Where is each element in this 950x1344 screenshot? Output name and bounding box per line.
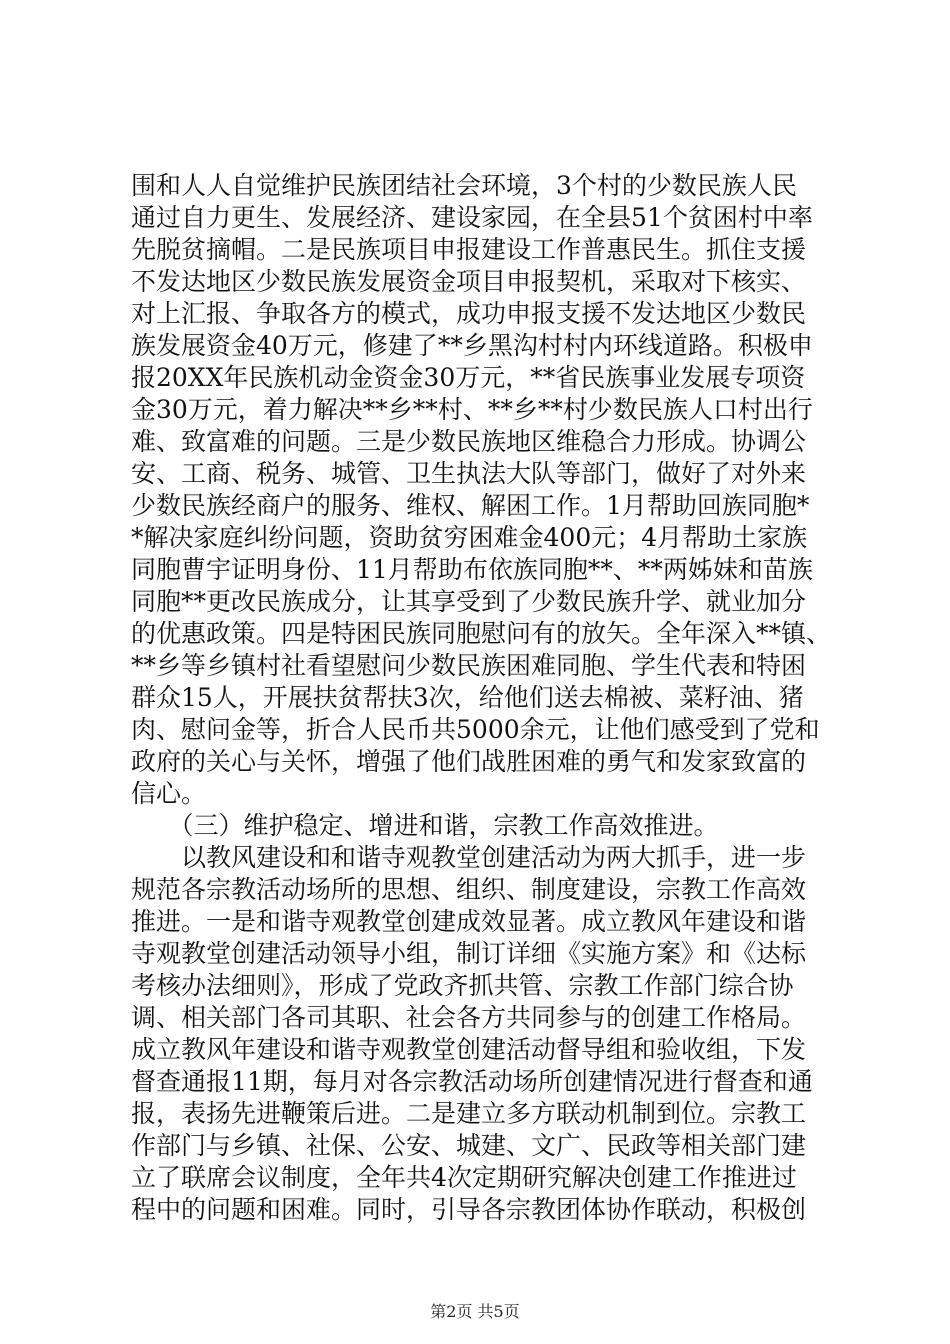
text-line: 对上汇报、争取各方的模式，成功申报支援不发达地区少数民 <box>131 299 807 328</box>
text-line: 安、工商、税务、城管、卫生执法大队等部门，做好了对外来 <box>131 459 807 488</box>
body-text <box>131 170 831 1226</box>
text-line: 围和人人自觉维护民族团结社会环境，3个村的少数民族人民 <box>131 171 797 200</box>
text-line: 成立教风年建设和谐寺观教堂创建活动督导组和验收组，下发 <box>131 1035 807 1064</box>
text-line: 不发达地区少数民族发展资金项目申报契机，采取对下核实、 <box>131 267 807 296</box>
text-line: 难、致富难的问题。三是少数民族地区维稳合力形成。协调公 <box>131 427 807 456</box>
text-line: 寺观教堂创建活动领导小组，制订详细《实施方案》和《达标 <box>131 939 807 968</box>
text-line: 报20XX年民族机动金资金30万元，**省民族事业发展专项资 <box>131 363 806 392</box>
text-line: 规范各宗教活动场所的思想、组织、制度建设，宗教工作高效 <box>131 875 807 904</box>
text-line: 先脱贫摘帽。二是民族项目申报建设工作普惠民生。抓住支援 <box>131 235 807 264</box>
text-line: 金30万元，着力解决**乡**村、**乡**村少数民族人口村出行 <box>131 395 813 424</box>
text-line: 作部门与乡镇、社保、公安、城建、文广、民政等相关部门建 <box>131 1131 807 1160</box>
text-line: 推进。一是和谐寺观教堂创建成效显著。成立教风年建设和谐 <box>131 907 807 936</box>
text-line: 调、相关部门各司其职、社会各方共同参与的创建工作格局。 <box>131 1003 807 1032</box>
text-line: 督查通报11期，每月对各宗教活动场所创建情况进行督查和通 <box>131 1067 813 1096</box>
text-line: 族发展资金40万元，修建了**乡黑沟村村内环线道路。积极申 <box>131 331 813 360</box>
text-line: 同胞曹宇证明身份、11月帮助布依族同胞**、**两姊妹和苗族 <box>131 555 813 584</box>
page-footer: 第2页 共5页 <box>430 1302 520 1321</box>
text-line: *解决家庭纠纷问题，资助贫穷困难金400元；4月帮助土家族 <box>131 523 808 552</box>
text-line: 肉、慰问金等，折合人民币共5000余元，让他们感受到了党和 <box>131 715 820 744</box>
text-line: 程中的问题和困难。同时，引导各宗教团体协作联动，积极创 <box>131 1195 807 1224</box>
text-line: 群众15人，开展扶贫帮扶3次，给他们送去棉被、菜籽油、猪 <box>131 683 804 712</box>
text-line: 考核办法细则》，形成了党政齐抓共管、宗教工作部门综合协 <box>131 971 794 1000</box>
text-line: 以教风建设和和谐寺观教堂创建活动为两大抓手，进一步 <box>131 843 807 872</box>
text-line: 信心。 <box>131 779 207 808</box>
text-line: （三）维护稳定、增进和谐，宗教工作高效推进。 <box>131 811 719 840</box>
text-line: 报，表扬先进鞭策后进。二是建立多方联动机制到位。宗教工 <box>131 1099 807 1128</box>
text-line: 立了联席会议制度，全年共4次定期研究解决创建工作推进过 <box>131 1163 797 1192</box>
text-line: 少数民族经商户的服务、维权、解困工作。1月帮助回族同胞* <box>131 491 810 520</box>
text-line: 通过自力更生、发展经济、建设家园，在全县51个贫困村中率 <box>131 203 813 232</box>
text-line: 的优惠政策。四是特困民族同胞慰问有的放矢。全年深入**镇、 <box>131 619 832 648</box>
text-line: 政府的关心与关怀，增强了他们战胜困难的勇气和发家致富的 <box>131 747 807 776</box>
text-line: **乡等乡镇村社看望慰问少数民族困难同胞、学生代表和特困 <box>131 651 807 680</box>
text-line: 同胞**更改民族成分，让其享受到了少数民族升学、就业加分 <box>131 587 807 616</box>
